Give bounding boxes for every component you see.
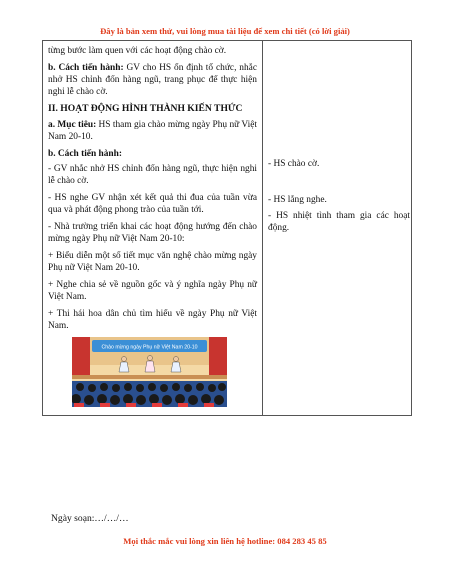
womens-day-illustration [72, 337, 227, 407]
lesson-table [42, 40, 412, 416]
objective-paragraph [48, 119, 257, 143]
list-item: - Nhà trường triển khai các hoạt động hướng đến chào mừng ngày Phụ nữ Việt Nam 20-10: [48, 222, 257, 244]
student-activity-column [263, 41, 411, 415]
list-item: - HS nghe GV nhận xét kết quả thi đua của tuần vừa qua và phát động phong trào của tuần tới. [48, 193, 257, 215]
student-item: - HS lắng nghe. [268, 195, 327, 205]
objective-label: a. Mục tiêu: [48, 120, 97, 130]
procedure-label-2: b. Cách tiến hành: [48, 149, 122, 159]
procedure-text: GV cho HS ổn định tổ chức, nhắc nhở HS chỉnh đốn hàng ngũ, trang phục để thực hiện nghi lễ chào cờ. [48, 63, 257, 97]
student-item: - HS nhiệt tình tham gia các hoạt động. [268, 211, 410, 233]
list-item: + Biểu diễn một số tiết mục văn nghệ chào mừng ngày Phụ nữ Việt Nam 20-10. [48, 251, 257, 273]
intro-text: từng bước làm quen với các hoạt động chào cờ. [48, 46, 227, 56]
list-item: + Thi hái hoa dân chủ tìm hiểu về ngày Phụ nữ Việt Nam. [48, 309, 257, 331]
preview-notice-banner: Đây là bản xem thử, vui lòng mua tài liệu để xem chi tiết (có lời giải) [100, 26, 350, 36]
teacher-activity-column [43, 41, 263, 415]
stage-banner-text: Chào mừng ngày Phụ nữ Việt Nam 20-10 [101, 344, 198, 351]
list-item: - GV nhắc nhở HS chỉnh đốn hàng ngũ, thực hiện nghi lễ chào cờ. [48, 164, 257, 186]
student-item: - HS chào cờ. [268, 159, 320, 169]
objective-text: HS tham gia chào mừng ngày Phụ nữ Việt Nam 20-10. [48, 120, 257, 142]
procedure-label: b. Cách tiến hành: [48, 63, 124, 73]
stage-performance-image [72, 337, 227, 407]
preparation-date: Ngày soạn:…/…/… [51, 513, 129, 524]
list-item: + Nghe chia sẻ về nguồn gốc và ý nghĩa ngày Phụ nữ Việt Nam. [48, 280, 257, 302]
section-heading: II. HOẠT ĐỘNG HÌNH THÀNH KIẾN THỨC [48, 103, 243, 114]
procedure-paragraph [48, 62, 257, 98]
hotline-banner: Mọi thắc mắc vui lòng xin liên hệ hotline: 084 283 45 85 [123, 536, 327, 546]
